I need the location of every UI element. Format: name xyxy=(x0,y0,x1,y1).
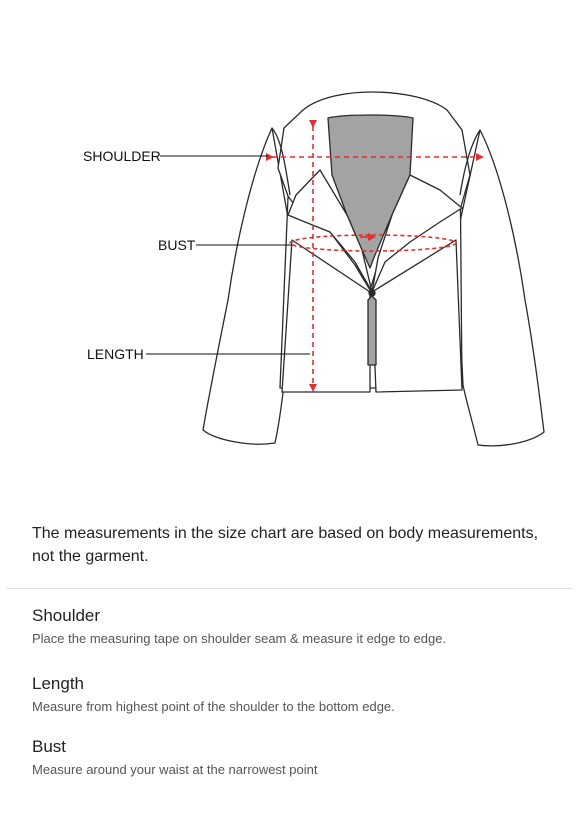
measurement-length xyxy=(32,673,552,716)
jacket-illustration xyxy=(203,92,544,446)
section-divider xyxy=(6,588,572,589)
closure-button xyxy=(369,290,375,296)
left-sleeve xyxy=(203,128,292,444)
measurement-description: Measure around your waist at the narrowest point xyxy=(32,762,318,777)
measurement-title: Shoulder xyxy=(32,606,101,625)
length-label: LENGTH xyxy=(87,346,144,362)
size-chart-note: The measurements in the size chart are based on body measurements, not the garment. xyxy=(32,525,539,565)
bust-label: BUST xyxy=(158,237,196,253)
measurement-description: Place the measuring tape on shoulder seam & measure it edge to edge. xyxy=(32,631,447,646)
measurement-bust xyxy=(32,736,552,779)
measurement-title: Bust xyxy=(32,737,67,756)
measurement-shoulder xyxy=(32,605,552,648)
measurement-title: Length xyxy=(32,674,84,693)
shoulder-label: SHOULDER xyxy=(83,148,161,164)
measurement-description: Measure from highest point of the shoulder to the bottom edge. xyxy=(32,699,395,714)
lower-lining-fill xyxy=(368,296,376,365)
